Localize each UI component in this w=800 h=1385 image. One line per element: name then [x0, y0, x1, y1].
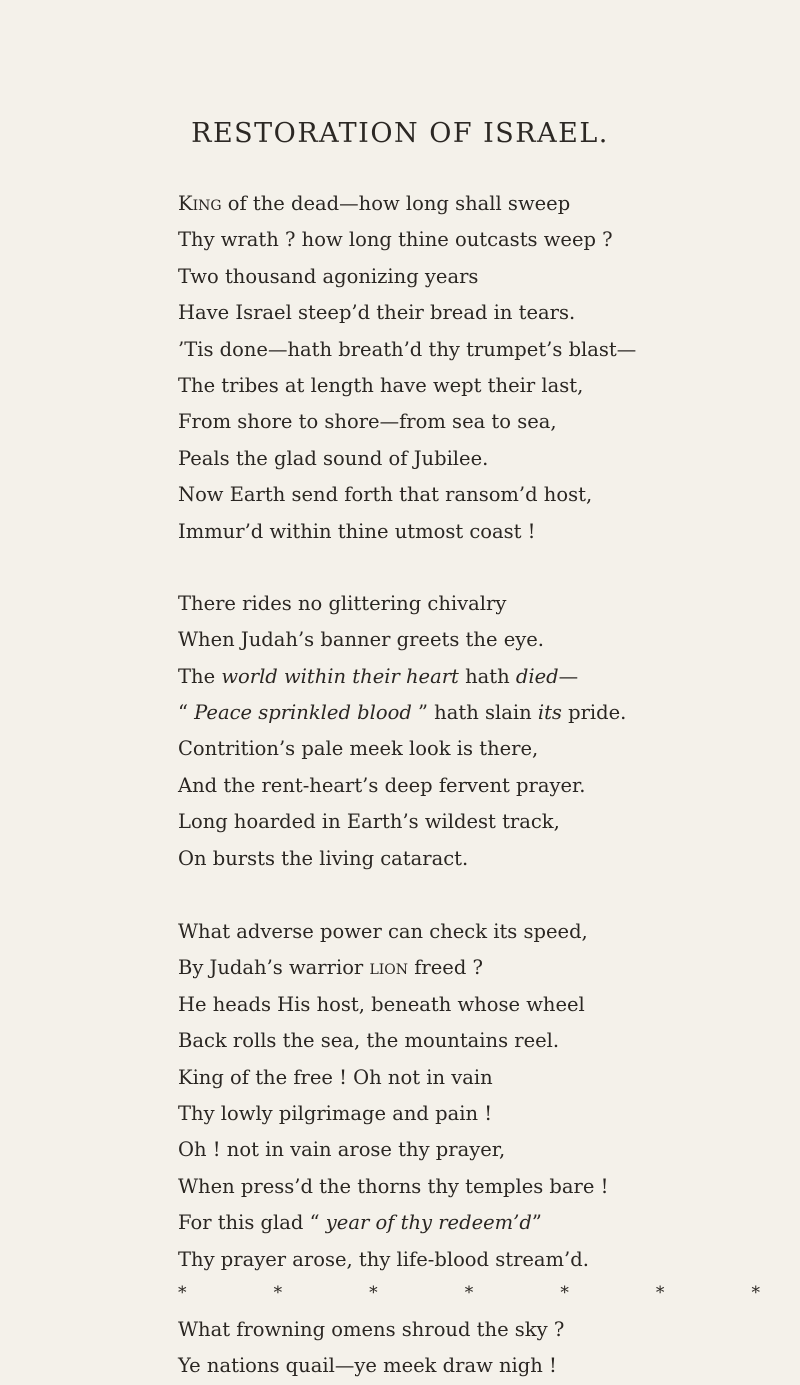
stanza-2 [178, 586, 778, 877]
line-text: “ [178, 701, 195, 725]
line-text: ” [531, 1211, 542, 1235]
line-text: ” hath slain [411, 701, 538, 725]
poem-line: What frowning omens shroud the sky ? [178, 1317, 565, 1341]
poem-line: Back rolls the sea, the mountains reel. [178, 1029, 560, 1053]
asterisk: * [655, 1282, 665, 1303]
line-text: The [178, 664, 222, 688]
small-caps-word: lion [369, 956, 409, 980]
poem-line [178, 186, 778, 222]
line-text: of the dead—how long shall sweep [221, 192, 571, 215]
line-text: For this glad “ [178, 1211, 326, 1235]
line-text: freed ? [408, 956, 483, 980]
stanza-3 [178, 914, 778, 1278]
poem-line: Have Israel steep’d their bread in tears. [178, 301, 576, 325]
poem-line: Long hoarded in Earth’s wildest track, [178, 810, 560, 834]
small-caps-word: ing [192, 192, 222, 215]
poem-line: Thy prayer arose, thy life-blood stream’d. [178, 1247, 589, 1271]
poem-line: Thy lowly pilgrimage and pain ! [178, 1101, 493, 1125]
stanza-break [178, 550, 778, 586]
poem [178, 186, 778, 1385]
poem-line: What adverse power can check its speed, [178, 920, 588, 944]
poem-line: When press’d the thorns thy temples bare ! [178, 1174, 609, 1198]
stanza-4 [178, 1312, 778, 1385]
italic-text: its [537, 701, 562, 725]
poem-line: Thy wrath ? how long thine outcasts weep ? [178, 228, 613, 252]
drop-cap: K [178, 192, 193, 215]
italic-text: world within their heart [221, 664, 459, 688]
stanza-break [178, 877, 778, 914]
poem-line [178, 695, 778, 731]
poem-line: Contrition’s pale meek look is there, [178, 737, 539, 761]
poem-line [178, 659, 778, 695]
poem-line: There rides no glittering chivalry [178, 591, 507, 615]
italic-text: year of thy redeem’d [325, 1211, 532, 1235]
poem-line: Now Earth send forth that ransom’d host, [178, 483, 593, 507]
poem-line: Two thousand agonizing years [178, 264, 479, 288]
poem-line: When Judah’s banner greets the eye. [178, 628, 544, 652]
page-title: RESTORATION OF ISRAEL. [191, 118, 609, 149]
asterisk: * [273, 1282, 283, 1303]
poem-line: And the rent-heart’s deep fervent prayer. [178, 773, 586, 797]
italic-text: died [515, 664, 559, 688]
poem-line [178, 950, 778, 986]
asterisk: * [751, 1282, 760, 1303]
asterisk: * [464, 1282, 474, 1303]
poem-line: He heads His host, beneath whose wheel [178, 992, 585, 1016]
poem-line: On bursts the living cataract. [178, 846, 469, 870]
poem-line: Peals the glad sound of Jubilee. [178, 446, 489, 470]
asterisk-divider [178, 1278, 760, 1312]
poem-line: The tribes at length have wept their last, [178, 373, 584, 397]
line-text: hath [458, 664, 516, 688]
line-text: — [558, 664, 579, 688]
poem-line: Immur’d within thine utmost coast ! [178, 519, 536, 543]
poem-line: From shore to shore—from sea to sea, [178, 410, 557, 434]
poem-line: ’Tis done—hath breath’d thy trumpet’s blast— [178, 337, 637, 361]
poem-line: Oh ! not in vain arose thy prayer, [178, 1138, 506, 1162]
italic-text: Peace sprinkled blood [194, 701, 412, 725]
asterisk: * [560, 1282, 569, 1303]
stanza-1 [178, 186, 778, 550]
asterisk: * [369, 1282, 378, 1303]
poem-line: Ye nations quail—ye meek draw nigh ! [178, 1354, 557, 1378]
asterisk: * [178, 1282, 187, 1303]
poem-line [178, 1205, 778, 1241]
line-text: pride. [561, 701, 627, 725]
line-text: By Judah’s warrior [178, 956, 370, 980]
poem-line: King of the free ! Oh not in vain [178, 1065, 493, 1089]
